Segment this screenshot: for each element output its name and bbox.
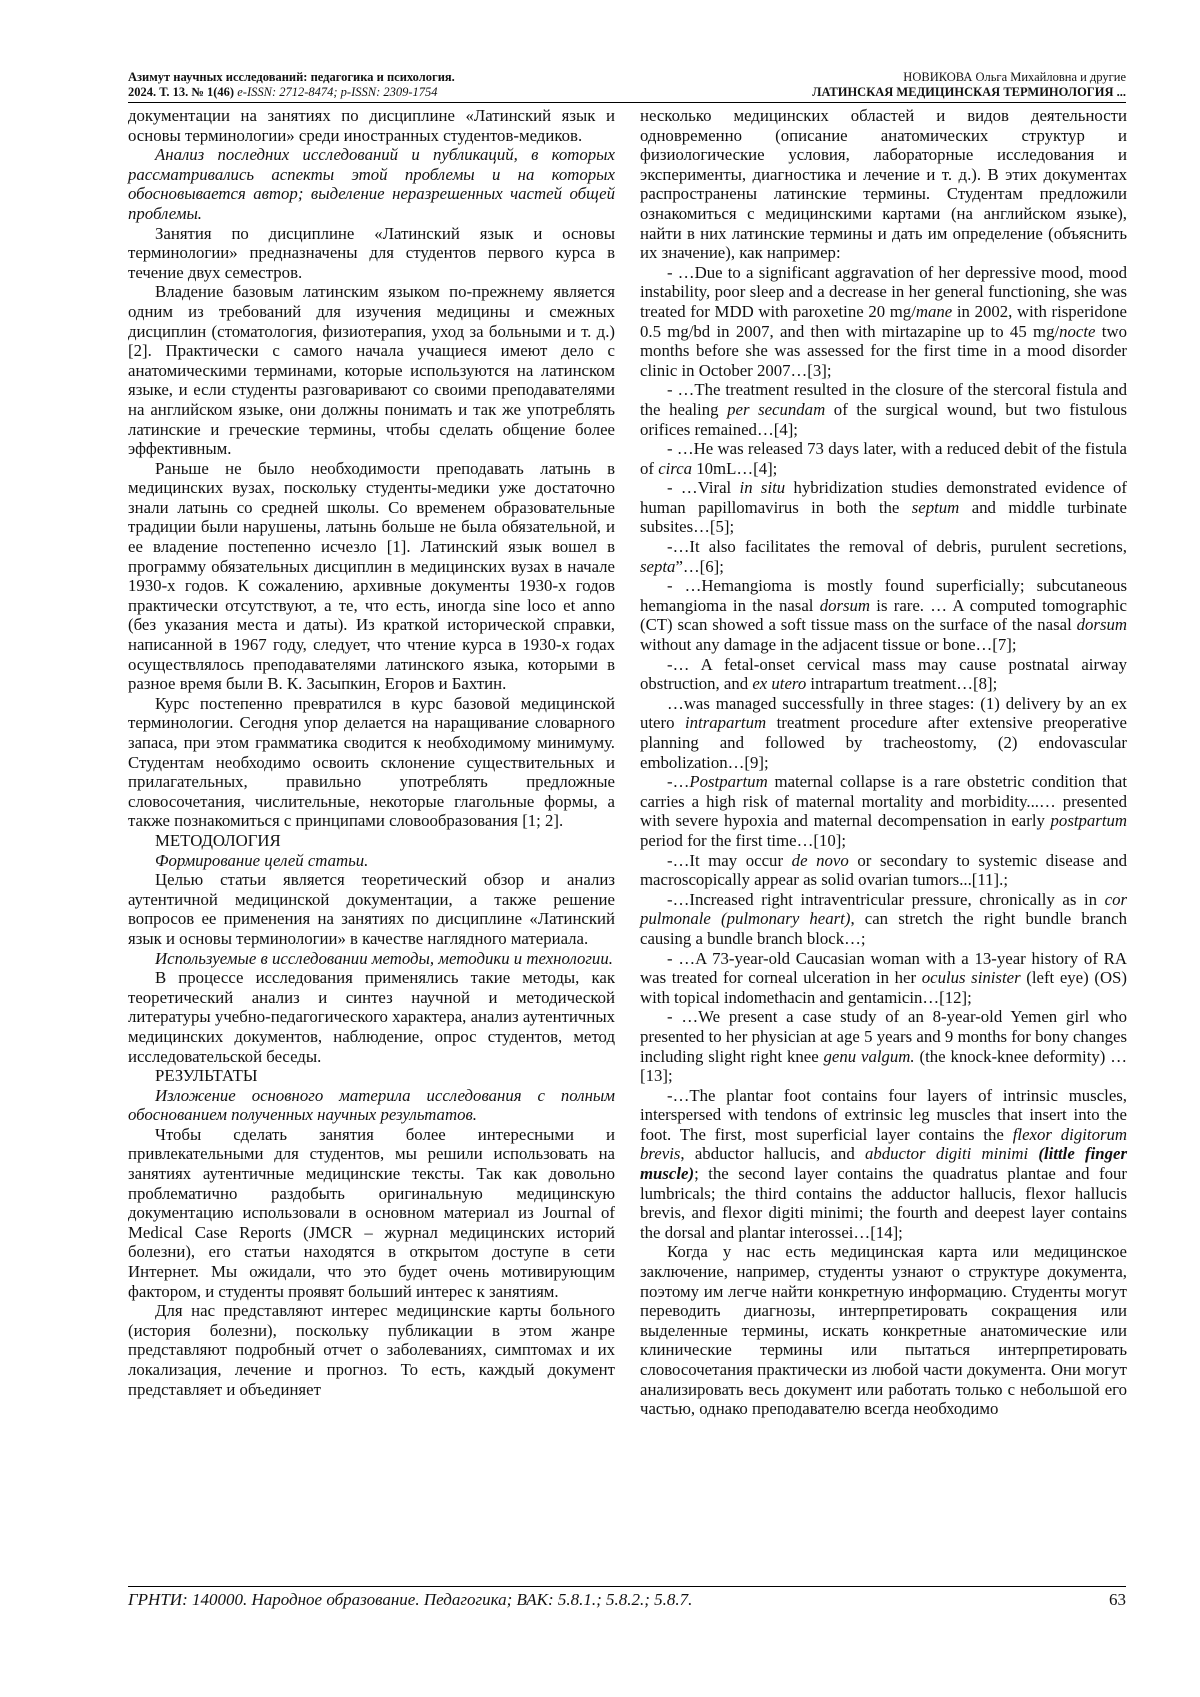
paragraph: Занятия по дисциплине «Латинский язык и основы терминологии» предназначены для студентов первого курса в течение двух семестров. — [128, 223, 615, 282]
journal-info — [128, 70, 455, 100]
example-item: -…Postpartum maternal collapse is a rare obstetric condition that carries a high risk of maternal mortality and morbidity...… presented with severe hypoxia and maternal decompensation in early postpartum period for the first time…[10]; — [640, 772, 1127, 850]
paragraph: Чтобы сделать занятия более интересными и привлекательными для студентов, мы решили использовать на занятиях аутентичные медицинские тексты. Так как довольно проблематично раздобыть оригинальную медицинскую документацию использовали в основном материал из Journal of Medical Case Reports (JMCR – журнал медицинских историй болезни), его статьи находятся в открытом доступе в сети Интернет. Мы ожидали, что это будет очень мотивирующим фактором, и студенты проявят больший интерес к занятиям. — [128, 1124, 615, 1301]
section-heading-results: РЕЗУЛЬТАТЫ — [155, 1066, 258, 1086]
example-item: - …A 73-year-old Caucasian woman with a 13-year history of RA was treated for corneal ulceration in her oculus sinister (left eye) (OS) with topical indomethacin and gentamicin…[12]; — [640, 948, 1127, 1007]
paragraph: Владение базовым латинским языком по-прежнему является одним из требований для изучения медицины и смежных дисциплин (стоматология, физиотерапия, уход за больными и т. д.) [2]. Практически с самого начала учащиеся имеют дело с анатомическими терминами, которые используются на латинском языке, и если студенты разговаривают со своими преподавателями на английском языке, они должны понимать и так же употреблять латинские и греческие термины, чтобы сделать общение более эффективным. — [128, 282, 615, 459]
paragraph: несколько медицинских областей и видов деятельности одновременно (описание анатомических структур и физиологические условия, лабораторные исследования и эксперименты, диагностика и лечение и т. д.). В этих документах распространены латинские термины. Студентам предложили ознакомиться с медицинскими картами (на английском языке), найти в них латинские термины и дать им определение (объяснить их значение), как например: — [640, 106, 1127, 263]
left-column — [128, 106, 615, 1399]
header-rule — [128, 102, 1126, 103]
footer-rule — [128, 1586, 1126, 1587]
subsection-heading: Анализ последних исследований и публикаций, в которых рассматривались аспекты этой проблемы и на которых обосновывается автор; выделение неразрешенных частей общей проблемы. — [128, 145, 615, 223]
example-item: -… A fetal-onset cervical mass may cause postnatal airway obstruction, and ex utero intrapartum treatment…[8]; — [640, 654, 1127, 694]
running-header — [128, 70, 1126, 106]
journal-name: Азимут научных исследований: педагогика и психология. — [128, 70, 455, 84]
paragraph: Для нас представляют интерес медицинские карты больного (история болезни), поскольку публикации в этом жанре представляют подробный отчет о заболеваниях, симптомах и их локализация, лечение и прогноз. То есть, каждый документ представляет и объединяет — [128, 1301, 615, 1399]
classification-codes: ГРНТИ: 140000. Народное образование. Педагогика; ВАК: 5.8.1.; 5.8.2.; 5.8.7. — [128, 1590, 693, 1609]
page-number: 63 — [1109, 1590, 1126, 1609]
example-item: …was managed successfully in three stages: (1) delivery by an ex utero intrapartum treatment procedure after extensive preoperative planning and followed by tracheostomy, (2) endovascular embolization…[9]; — [640, 693, 1127, 772]
example-item: - …Hemangioma is mostly found superficially; subcutaneous hemangioma in the nasal dorsum is rare. … A computed tomographic (CT) scan showed a soft tissue mass on the surface of the nasal dorsum without any damage in the adjacent tissue or bone…[7]; — [640, 576, 1127, 655]
paragraph: документации на занятиях по дисциплине «Латинский язык и основы терминологии» среди иностранных студентов-медиков. — [128, 106, 615, 145]
paragraph: Когда у нас есть медицинская карта или медицинское заключение, например, студенты узнают о структуре документа, поэтому им легче найти конкретную информацию. Студенты могут переводить диагнозы, интерпретировать сокращения или выделенные термины, искать конкретные анатомические или клинические термины или пытаться интерпретировать словосочетания практически из любой части документа. Они могут анализировать весь документ или работать только с небольшой его частью, однако преподавателю всегда необходимо — [640, 1242, 1127, 1419]
example-item: -…It may occur de novo or secondary to systemic disease and macroscopically appear as solid ovarian tumors...[11].; — [640, 850, 1127, 890]
example-item: -…Increased right intraventricular pressure, chronically as in cor pulmonale (pulmonary heart), can stretch the right bundle branch causing a bundle branch block…; — [640, 889, 1127, 948]
paragraph: В процессе исследования применялись такие методы, как теоретический анализ и синтез научной и методической литературы учебно-педагогического характера, анализ аутентичных медицинских документов, наблюдение, опрос студентов, метод исследовательской беседы. — [128, 968, 615, 1066]
right-column — [640, 106, 1127, 1419]
example-item: - …Viral in situ hybridization studies demonstrated evidence of human papillomavirus in both the septum and middle turbinate subsites…[5]; — [640, 478, 1128, 537]
example-item: - …The treatment resulted in the closure of the stercoral fistula and the healing per secundam of the surgical wound, but two fistulous orifices remained…[4]; — [640, 380, 1128, 439]
example-item: -…It also facilitates the removal of debris, purulent secretions, septa”…[6]; — [640, 537, 1127, 576]
section-heading-methodology: МЕТОДОЛОГИЯ — [155, 830, 281, 850]
paragraph: Раньше не было необходимости преподавать латынь в медицинских вузах, поскольку студенты-медики уже достаточно знали латынь со средней школы. Со временем образовательные традиции были нарушены, латынь больше не была обязательной, и ее владение постепенно исчезло [1]. Латинский язык вошел в программу обязательных дисциплин в медицинских вузах в начале 1930-х годов. К сожалению, архивные документы 1930-х годов практически отсутствуют, а те, что есть, иногда sine loco et anno (без указания места и даты). Из краткой исторической справки, написанной в 1967 году, следует, что чтение курса в 1930-х годах осуществлялось преподавателями латинского языка, которыми в разное время были В. К. Засыпкин, Егоров и Бахтин. — [128, 458, 615, 694]
subsection-heading: Формирование целей статьи. — [155, 850, 369, 870]
example-item: -…The plantar foot contains four layers of intrinsic muscles, interspersed with tendons of extrinsic leg muscles that insert into the foot. The first, most superficial layer contains the flexor digitorum brevis, abductor hallucis, and abductor digiti minimi (little finger muscle); the second layer contains the quadratus plantae and four lumbricals; the third contains the adductor hallucis, flexor hallucis brevis, and flexor digiti minimi; the fourth and deepest layer contains the dorsal and plantar interossei…[14]; — [640, 1085, 1127, 1242]
example-item: - …He was released 73 days later, with a reduced debit of the fistula of circa 10mL…[4]; — [640, 439, 1127, 478]
subsection-heading: Используемые в исследовании методы, методики и технологии. — [155, 948, 613, 968]
paragraph: Курс постепенно превратился в курс базовой медицинской терминологии. Сегодня упор делается на наращивание словарного запаса, при этом грамматика сводится к необходимому минимуму. Студентам необходимо освоить склонение существительных и прилагательных, правильно употреблять предложные словосочетания, числительные, некоторые глагольные формы, а также познакомиться с принципами словообразования [1; 2]. — [128, 693, 615, 831]
example-item: - …Due to a significant aggravation of her depressive mood, mood instability, poor sleep and a decrease in her general functioning, she was treated for MDD with paroxetine 20 mg/mane in 2002, with risperidone 0.5 mg/bd in 2007, and then with mirtazapine up to 45 mg/nocte two months before she was assessed for the first time in a mood disorder clinic in October 2007…[3]; — [640, 262, 1128, 380]
journal-volume: 2024. Т. 13. № 1(46) — [128, 85, 238, 99]
journal-issn: e-ISSN: 2712-8474; p-ISSN: 2309-1754 — [237, 85, 438, 99]
example-item: - …We present a case study of an 8-year-old Yemen girl who presented to her physician at age 5 years and 9 months for bony changes including slight right knee genu valgum. (the knock-knee deformity) …[13]; — [640, 1007, 1127, 1086]
paragraph: Целью статьи является теоретический обзор и анализ аутентичной медицинской документации, а также решение вопросов ее применения на занятиях по дисциплине «Латинский язык и основы терминологии» в качестве наглядного материала. — [128, 870, 615, 948]
running-footer — [128, 1590, 1126, 1610]
article-authors: НОВИКОВА Ольга Михайловна и другие — [903, 70, 1126, 84]
article-title: ЛАТИНСКАЯ МЕДИЦИНСКАЯ ТЕРМИНОЛОГИЯ ... — [812, 85, 1126, 99]
article-info — [812, 70, 1126, 100]
journal-issue — [128, 85, 455, 100]
subsection-heading: Изложение основного материла исследования с полным обоснованием полученных научных результатов. — [128, 1085, 615, 1125]
